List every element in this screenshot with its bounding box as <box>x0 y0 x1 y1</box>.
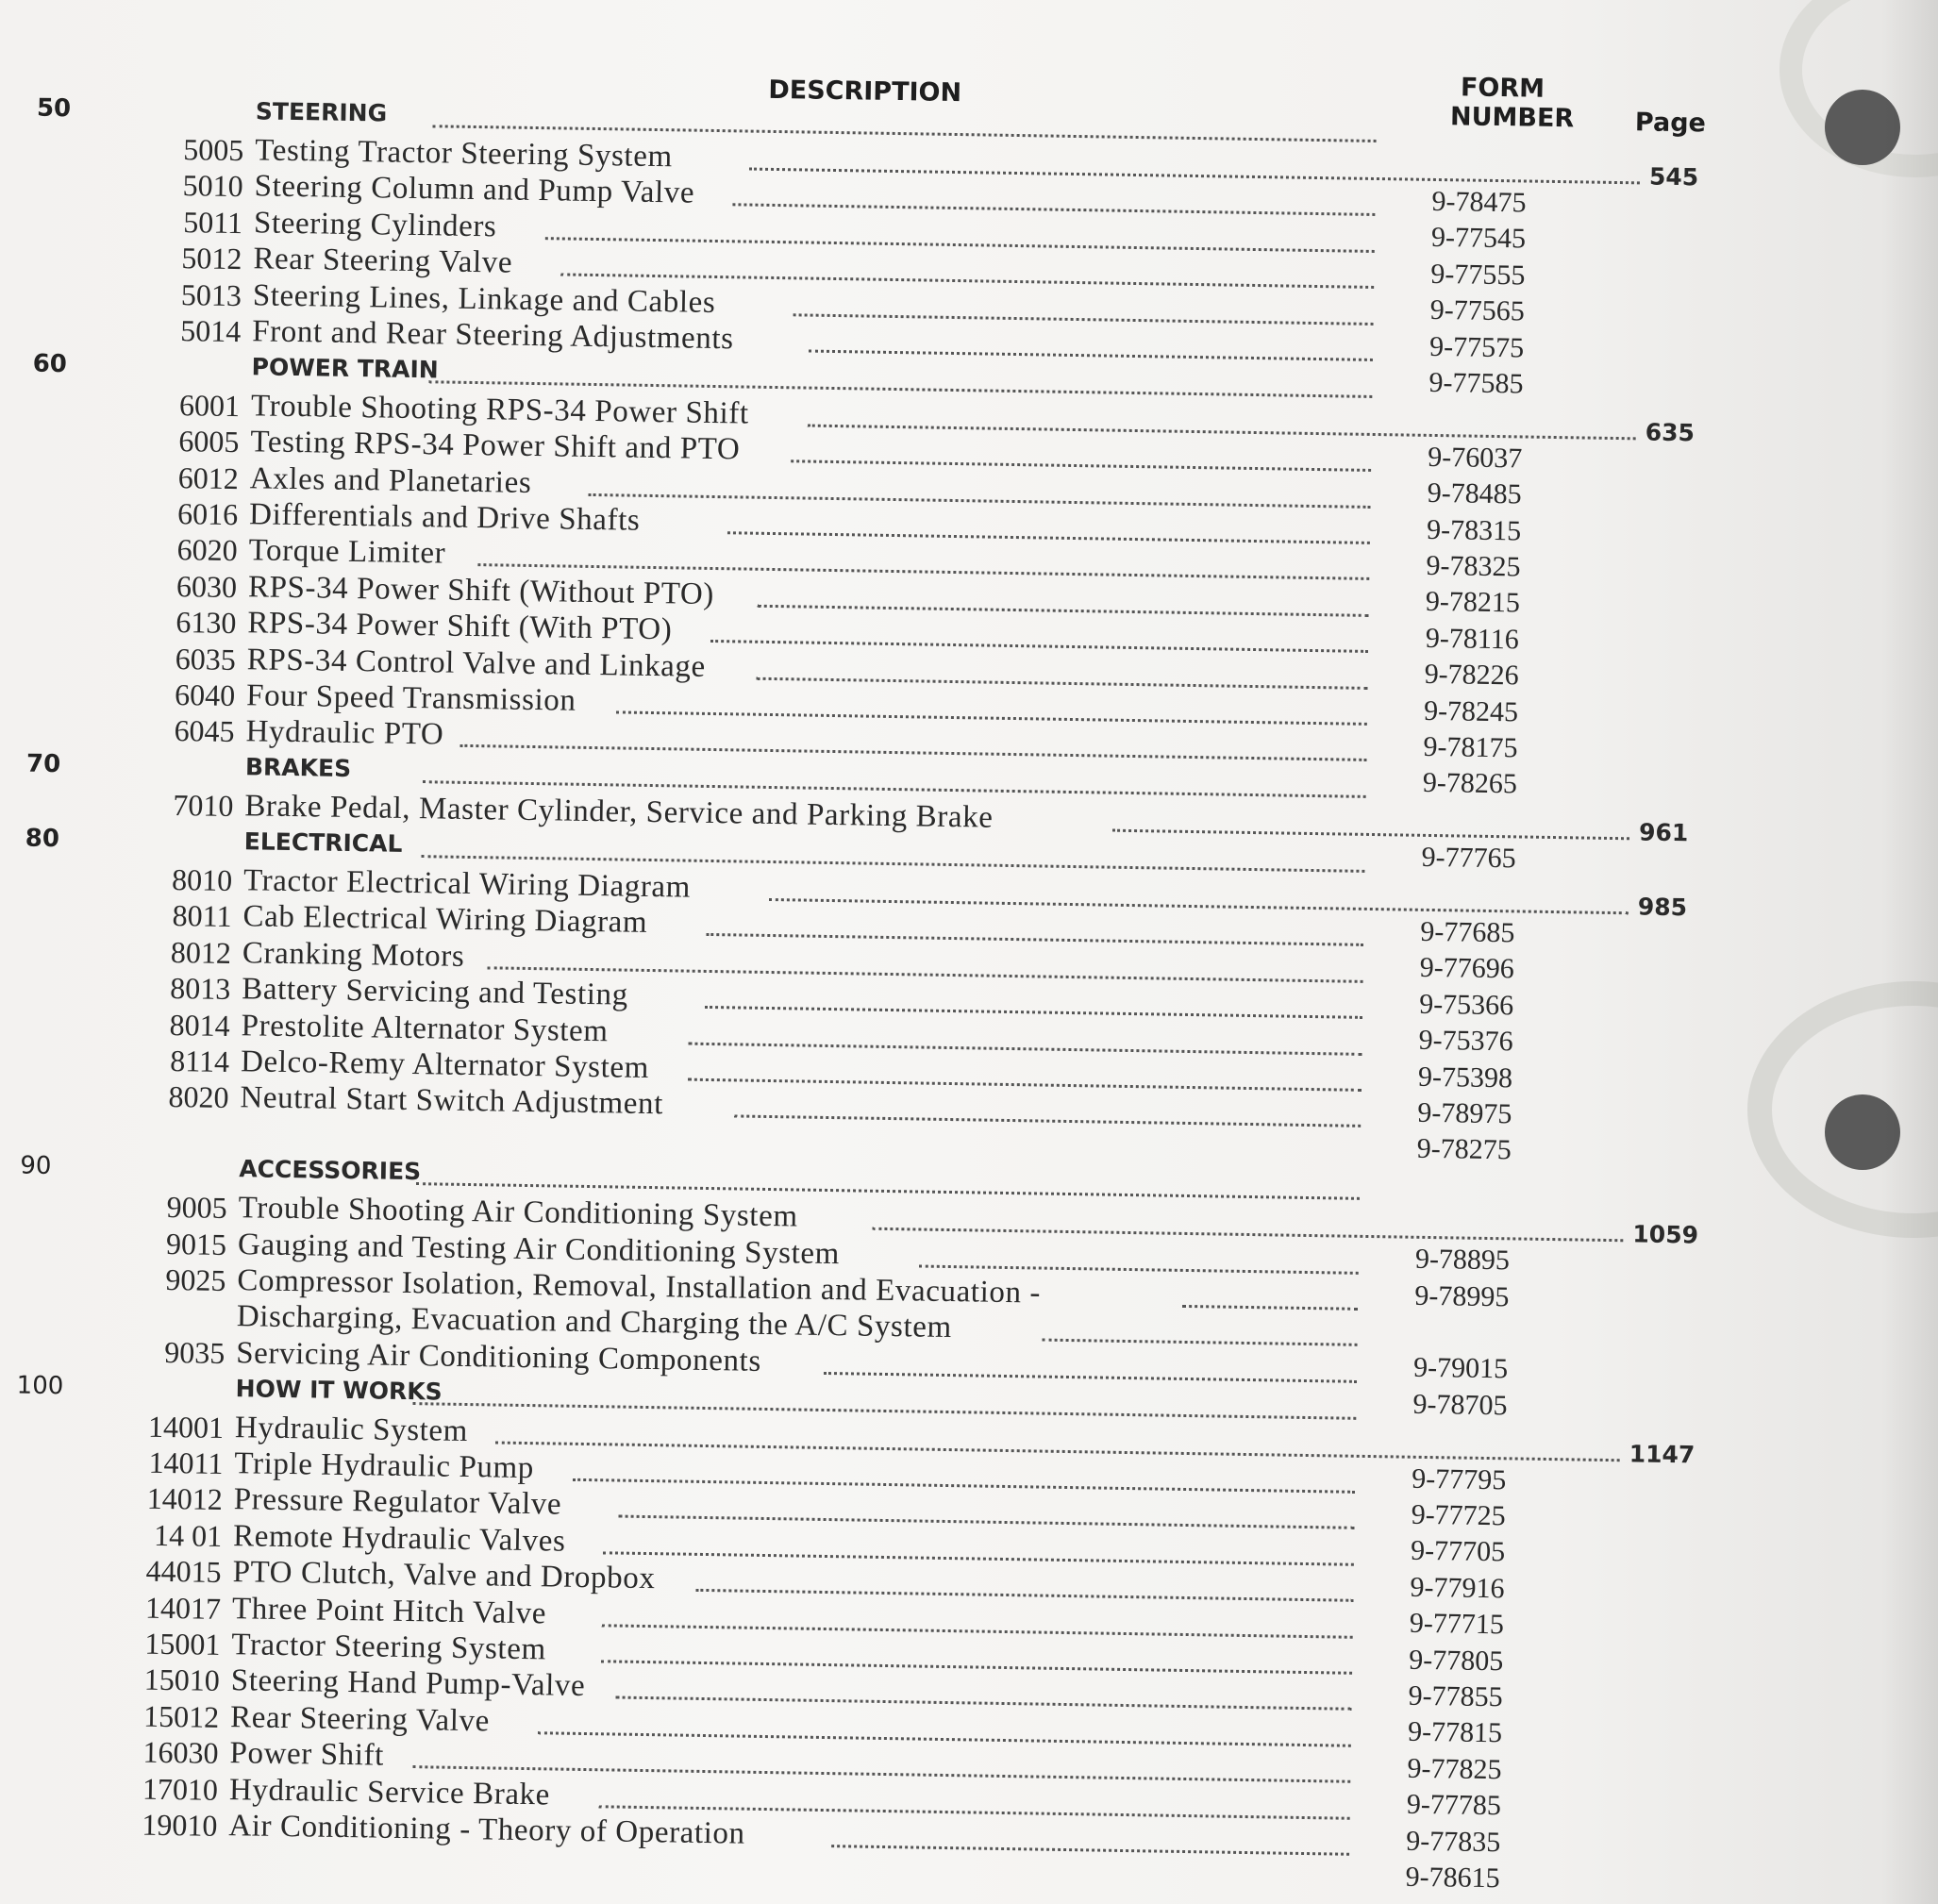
toc-form-number: 9-77805 <box>1409 1644 1504 1677</box>
toc-form-number: 9-77785 <box>1406 1788 1502 1822</box>
toc-code: 9005 <box>166 1190 227 1226</box>
toc-description: Neutral Start Switch Adjustment <box>240 1080 664 1122</box>
toc-description: Hydraulic Service Brake <box>228 1772 551 1812</box>
toc-code: 15010 <box>143 1662 221 1698</box>
toc-form-number: 9-75376 <box>1418 1024 1513 1058</box>
toc-description: Discharging, Evacuation and Charging the A/C System <box>236 1299 953 1345</box>
toc-code: 6005 <box>178 424 240 459</box>
toc-description: Power Shift <box>229 1736 385 1773</box>
toc-form-number: 9-78615 <box>1405 1861 1500 1895</box>
toc-description: Remote Hydraulic Valves <box>232 1518 566 1559</box>
section-page-number: 635 <box>1645 418 1696 447</box>
toc-description: Steering Cylinders <box>253 206 497 244</box>
toc-form-number: 9-77696 <box>1419 952 1515 985</box>
toc-form-number: 9-78995 <box>1414 1279 1510 1312</box>
toc-form-number: 9-78245 <box>1423 694 1519 728</box>
toc-code: 14012 <box>146 1481 224 1517</box>
toc-code: 7010 <box>173 788 234 824</box>
toc-form-number: 9-77815 <box>1407 1716 1503 1749</box>
toc-description: Steering Column and Pump Valve <box>254 169 695 211</box>
toc-leader <box>1182 1305 1358 1311</box>
toc-code: 6001 <box>178 387 241 423</box>
toc-description: Delco-Remy Alternator System <box>240 1044 650 1085</box>
toc-description: RPS-34 Control Valve and Linkage <box>246 642 707 684</box>
toc-code: 6035 <box>175 641 237 676</box>
toc-form-number: 9-78325 <box>1426 549 1521 583</box>
section-margin-number: 80 <box>25 824 60 854</box>
section-margin-number: 70 <box>25 749 61 779</box>
toc-leader <box>831 1845 1349 1856</box>
section-margin-number: 60 <box>32 349 68 379</box>
toc-description: Rear Steering Valve <box>229 1699 491 1739</box>
toc-description: Air Conditioning - Theory of Operation <box>228 1809 745 1851</box>
binder-spine-shadow <box>1881 0 1938 1904</box>
toc-form-number: 9-76037 <box>1428 441 1523 475</box>
toc-description: Differentials and Drive Shafts <box>248 497 641 538</box>
toc-form-number: 9-77545 <box>1430 222 1527 255</box>
section-margin-number: 50 <box>36 93 72 124</box>
toc-code: 9035 <box>163 1334 226 1370</box>
toc-code: 8114 <box>170 1044 230 1079</box>
form-header-line1: FORM <box>1460 73 1545 104</box>
section-title: HOW IT WORKS <box>235 1374 443 1406</box>
toc-form-number: 9-77585 <box>1428 366 1524 400</box>
toc-description: Triple Hydraulic Pump <box>234 1446 535 1486</box>
toc-code: 5012 <box>181 241 242 276</box>
toc-form-number: 9-78705 <box>1412 1388 1508 1422</box>
section-page-number: 985 <box>1637 893 1688 922</box>
section-page-number: 545 <box>1648 162 1699 192</box>
toc-form-number: 9-77575 <box>1428 330 1525 364</box>
toc-form-number: 9-78475 <box>1431 185 1527 219</box>
toc-code: 15012 <box>142 1698 220 1734</box>
toc-code: 9015 <box>165 1226 227 1261</box>
toc-description: Servicing Air Conditioning Components <box>235 1335 762 1378</box>
toc-code: 14001 <box>147 1409 225 1445</box>
toc-form-number: 9-77916 <box>1410 1571 1505 1605</box>
toc-description: RPS-34 Power Shift (Without PTO) <box>247 570 715 611</box>
section-page-number: 1147 <box>1629 1439 1696 1469</box>
toc-code: 6030 <box>175 568 238 604</box>
toc-code: 8010 <box>171 862 233 898</box>
toc-code: 8011 <box>172 898 232 934</box>
toc-form-number: 9-77715 <box>1409 1607 1505 1641</box>
section-margin-number: 100 <box>16 1371 64 1400</box>
toc-code: 8020 <box>168 1079 229 1115</box>
toc-description: Tractor Electrical Wiring Diagram <box>242 863 692 905</box>
toc-description: Battery Servicing and Testing <box>242 972 629 1012</box>
toc-code: 5005 <box>183 132 244 168</box>
section-title: ACCESSORIES <box>239 1155 422 1186</box>
toc-code: 14 01 <box>153 1517 223 1553</box>
toc-leader <box>1042 1339 1358 1346</box>
toc-form-number: 9-78485 <box>1427 477 1522 510</box>
toc-description: Prestolite Alternator System <box>241 1008 609 1048</box>
toc-code: 6012 <box>177 459 240 495</box>
page-header: Page <box>1634 108 1707 139</box>
toc-code: 5014 <box>179 313 242 349</box>
toc-description: Cab Electrical Wiring Diagram <box>242 899 648 941</box>
toc-description: Axles and Planetaries <box>249 460 532 500</box>
toc-form-number: 9-77765 <box>1421 842 1516 875</box>
toc-code: 19010 <box>142 1807 218 1843</box>
toc-description: Steering Hand Pump-Valve <box>230 1663 586 1704</box>
toc-form-number: 9-75366 <box>1418 988 1514 1022</box>
toc-form-number: 9-77555 <box>1430 258 1526 292</box>
toc-description: Tractor Steering System <box>231 1628 547 1667</box>
toc-form-number: 9-78226 <box>1424 659 1519 692</box>
toc-code: 17010 <box>142 1771 219 1807</box>
toc-description: Trouble Shooting RPS-34 Power Shift <box>250 389 749 431</box>
toc-leader <box>808 350 1372 361</box>
toc-description: Hydraulic PTO <box>245 714 444 752</box>
toc-description: Pressure Regulator Valve <box>233 1482 562 1522</box>
toc-form-number: 9-78265 <box>1422 767 1518 800</box>
toc-code: 14011 <box>148 1445 224 1480</box>
toc-description: Brake Pedal, Master Cylinder, Service and Parking Brake <box>244 789 994 835</box>
toc-leader <box>791 459 1371 472</box>
toc-form-number: 9-78975 <box>1417 1096 1512 1130</box>
toc-description: Torque Limiter <box>248 533 446 571</box>
toc-code: 8012 <box>170 934 232 970</box>
toc-form-number: 9-77825 <box>1407 1752 1502 1786</box>
section-title: BRAKES <box>244 753 352 783</box>
toc-code: 9025 <box>165 1261 226 1297</box>
toc-form-number: 9-77725 <box>1411 1498 1506 1532</box>
toc-code: 6020 <box>176 532 238 568</box>
toc-leader <box>918 1264 1358 1274</box>
toc-form-number: 9-77705 <box>1410 1535 1506 1568</box>
form-header-line2: NUMBER <box>1449 102 1575 134</box>
section-title: ELECTRICAL <box>243 827 403 858</box>
toc-description: Cranking Motors <box>242 936 465 974</box>
toc-code: 5013 <box>180 276 242 312</box>
toc-form-number: 9-77565 <box>1429 294 1526 327</box>
toc-code: 5011 <box>182 204 243 240</box>
toc-form-number: 9-78215 <box>1425 586 1521 619</box>
toc-description: Hydraulic System <box>234 1410 469 1448</box>
description-header: DESCRIPTION <box>768 75 962 109</box>
toc-leader <box>1112 829 1629 841</box>
toc-code: 6040 <box>174 677 236 713</box>
toc-form-number: 9-77855 <box>1408 1679 1503 1713</box>
section-page-number: 961 <box>1638 818 1689 847</box>
toc-form-number: 9-77685 <box>1420 915 1515 949</box>
toc-code: 6130 <box>175 605 237 641</box>
section-page-number: 1059 <box>1632 1220 1699 1249</box>
toc-description: Three Point Hitch Valve <box>231 1591 547 1630</box>
toc-description: Trouble Shooting Air Conditioning System <box>238 1191 798 1234</box>
toc-description: Front and Rear Steering Adjustments <box>251 314 734 357</box>
toc-code: 16030 <box>142 1734 219 1771</box>
toc-description: RPS-34 Power Shift (With PTO) <box>247 606 673 647</box>
toc-code: 14017 <box>144 1590 222 1626</box>
toc-description: Steering Lines, Linkage and Cables <box>252 277 716 320</box>
toc-code: 6016 <box>176 496 239 532</box>
toc-leader <box>734 1115 1361 1127</box>
section-margin-number: 90 <box>20 1151 52 1181</box>
toc-code: 5010 <box>182 168 243 204</box>
toc-form-number: 9-78895 <box>1414 1243 1511 1277</box>
toc-description: Gauging and Testing Air Conditioning System <box>237 1227 841 1271</box>
toc-code: 44015 <box>145 1553 222 1590</box>
toc-form-number: 9-79015 <box>1412 1352 1509 1385</box>
table-of-contents <box>16 45 1736 1895</box>
section-title: POWER TRAIN <box>251 353 439 384</box>
toc-description: Rear Steering Valve <box>253 242 513 280</box>
toc-description: Testing RPS-34 Power Shift and PTO <box>250 425 741 467</box>
toc-form-number: 9-78275 <box>1416 1133 1512 1166</box>
toc-description: Compressor Isolation, Removal, Installation and Evacuation - <box>237 1263 1042 1311</box>
toc-form-number: 9-78116 <box>1425 622 1519 656</box>
toc-code: 8013 <box>170 971 231 1007</box>
toc-form-number: 9-77795 <box>1412 1462 1507 1495</box>
section-title: STEERING <box>255 97 388 127</box>
toc-code: 8014 <box>169 1007 230 1043</box>
toc-description: Four Speed Transmission <box>245 678 576 718</box>
toc-code: 6045 <box>174 713 235 749</box>
toc-form-number: 9-75398 <box>1417 1061 1513 1094</box>
toc-form-number: 9-77835 <box>1406 1825 1501 1858</box>
toc-form-number: 9-78315 <box>1426 513 1522 547</box>
toc-leader <box>823 1372 1356 1383</box>
toc-description: Testing Tractor Steering System <box>254 133 674 175</box>
toc-code: 15001 <box>144 1626 221 1662</box>
toc-description: PTO Clutch, Valve and Dropbox <box>232 1555 656 1596</box>
toc-leader <box>794 313 1374 326</box>
toc-form-number: 9-78175 <box>1423 730 1518 764</box>
